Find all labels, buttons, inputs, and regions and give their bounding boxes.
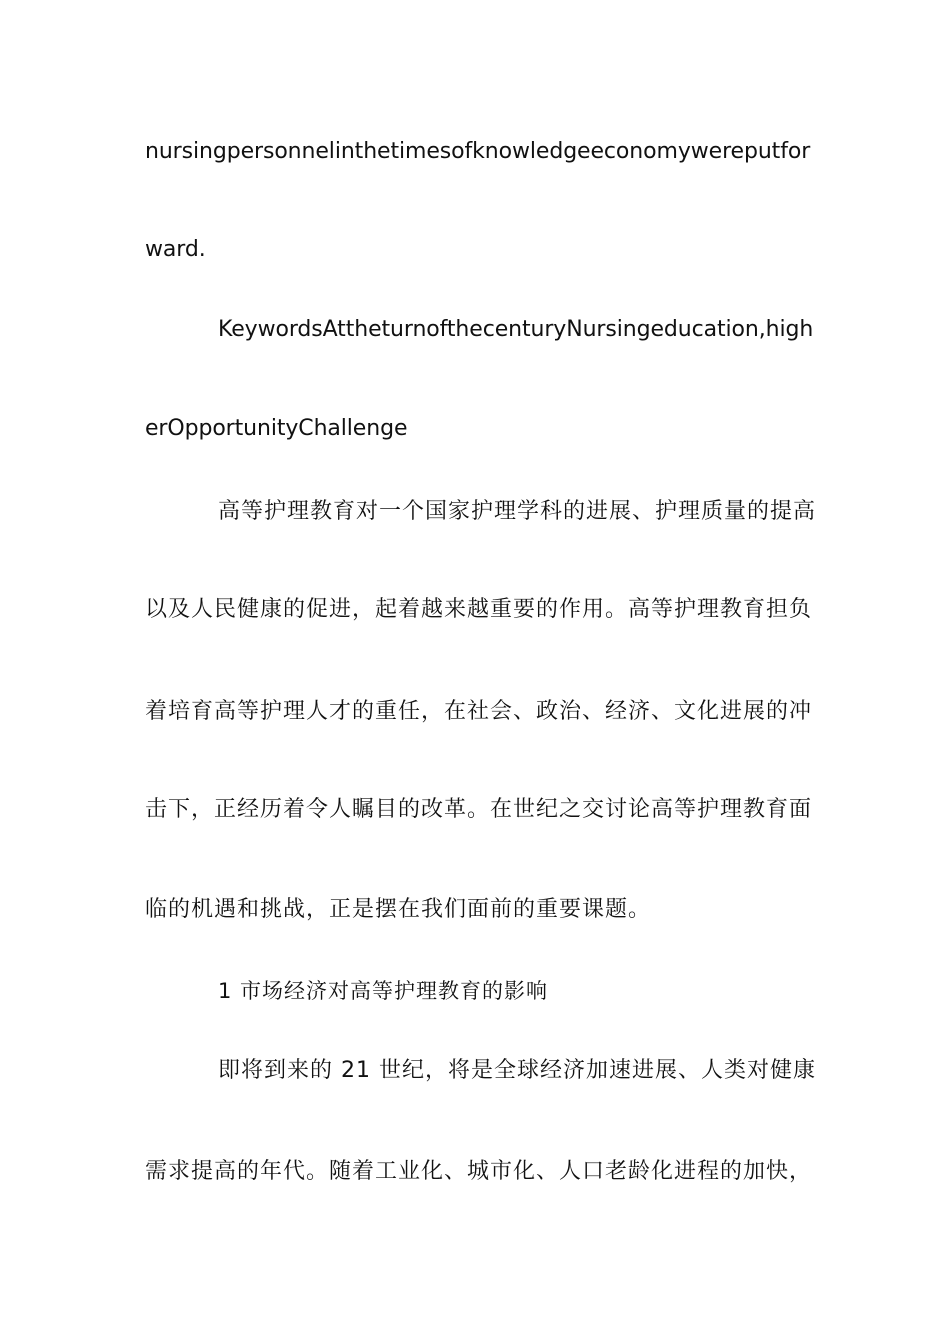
paragraph-2-line-1: 即将到来的 21 世纪，将是全球经济加速进展、人类对健康 bbox=[218, 1058, 816, 1083]
paragraph-1-line-3: 着培育高等护理人才的重任，在社会、政治、经济、文化进展的冲 bbox=[145, 699, 813, 724]
paragraph-2-line-2: 需求提高的年代。随着工业化、城市化、人口老龄化进程的加快， bbox=[145, 1159, 813, 1184]
keywords-line-2: erOpportunityChallenge bbox=[145, 416, 408, 441]
keywords-line-1: KeywordsAttheturnofthecenturyNursingeducation,high bbox=[218, 317, 814, 342]
section-heading: 1 市场经济对高等护理教育的影响 bbox=[218, 979, 549, 1003]
abstract-line-1: nursingpersonnelinthetimesofknowledgeeconomywereputfor bbox=[145, 139, 811, 164]
paragraph-1-line-2: 以及人民健康的促进，起着越来越重要的作用。高等护理教育担负 bbox=[145, 597, 813, 622]
paragraph-1-line-5: 临的机遇和挑战，正是摆在我们面前的重要课题。 bbox=[145, 897, 652, 922]
abstract-line-2: ward. bbox=[145, 237, 206, 262]
paragraph-1-line-4: 击下，正经历着令人瞩目的改革。在世纪之交讨论高等护理教育面 bbox=[145, 797, 813, 822]
paragraph-1-line-1: 高等护理教育对一个国家护理学科的进展、护理质量的提高 bbox=[218, 499, 817, 524]
